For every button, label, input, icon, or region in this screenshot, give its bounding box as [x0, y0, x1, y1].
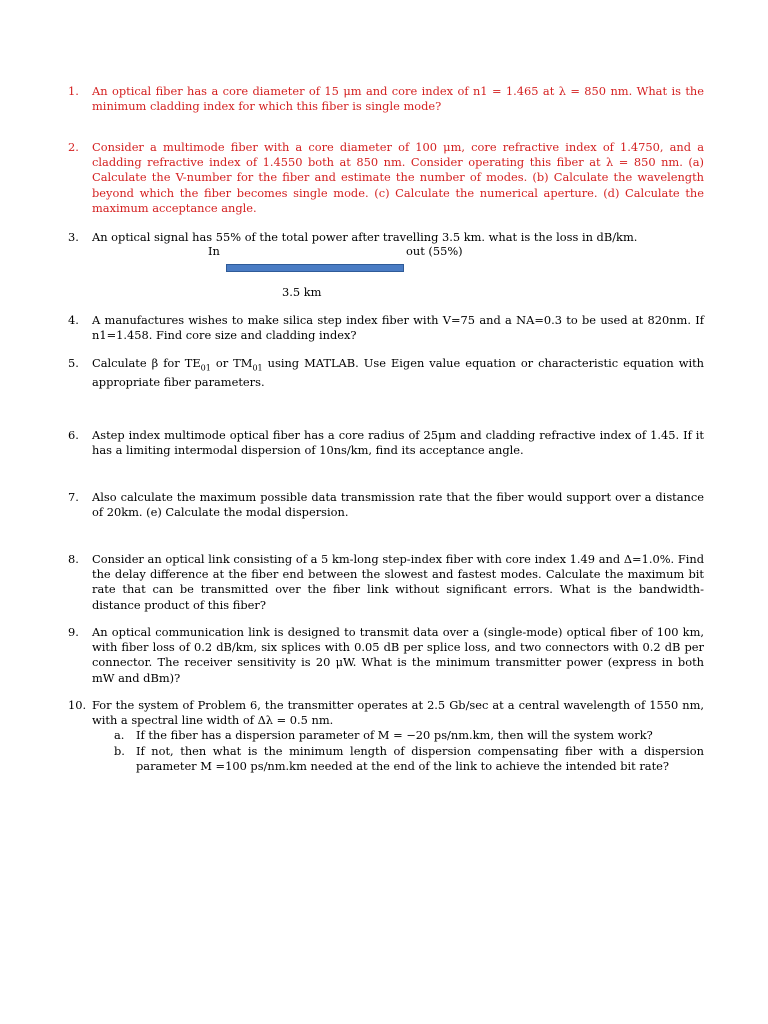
question-9	[68, 625, 704, 686]
diagram-input-label: In	[208, 244, 220, 258]
question-text: An optical signal has 55% of the total power after travelling 3.5 km. what is the loss in dB/km.	[92, 230, 638, 244]
question-number: 2.	[68, 140, 79, 154]
question-8	[68, 552, 704, 613]
sub-question-b	[92, 744, 704, 774]
question-text: Also calculate the maximum possible data transmission rate that the fiber would support over a distance of 20km. (e) Calculate the modal dispersion.	[92, 490, 704, 520]
question-text: Astep index multimode optical fiber has a core radius of 25μm and cladding refractive index of 1.45. If it has a limiting intermodal dispersion of 10ns/km, find its acceptance angle.	[92, 428, 704, 458]
question-7	[68, 490, 704, 520]
question-number: 8.	[68, 552, 79, 566]
sub-question-label: a.	[114, 728, 125, 743]
question-3	[68, 230, 704, 245]
question-number: 3.	[68, 230, 79, 244]
question-1	[68, 84, 704, 114]
question-10	[68, 698, 704, 774]
question-number: 4.	[68, 313, 79, 327]
sub-question-a	[92, 728, 704, 743]
sub-question-text: If not, then what is the minimum length of dispersion compensating fiber with a dispersion parameter M =100 ps/nm.km needed at the end of the link to achieve the intended bit rate?	[136, 743, 704, 773]
question-number: 1.	[68, 84, 79, 98]
question-6	[68, 428, 704, 458]
question-text: A manufactures wishes to make silica step index fiber with V=75 and a NA=0.3 to be used at 820nm. If n1=1.458. Find core size and cladding index?	[92, 313, 704, 343]
question-4	[68, 313, 704, 343]
question-number: 6.	[68, 428, 79, 442]
sub-question-text: If the fiber has a dispersion parameter of M = −20 ps/nm.km, then will the system work?	[136, 728, 653, 743]
sub-question-label: b.	[114, 743, 125, 758]
question-number: 9.	[68, 625, 79, 639]
question-text: For the system of Problem 6, the transmitter operates at 2.5 Gb/sec at a central wavelength of 1550 nm, with a spectral line width of Δλ = 0.5 nm.	[92, 698, 704, 728]
question-text: An optical fiber has a core diameter of 15 μm and core index of n1 = 1.465 at λ = 850 nm. What is the minimum cladding index for which this fiber is single mode?	[92, 84, 704, 114]
question-text: Consider a multimode fiber with a core diameter of 100 μm, core refractive index of 1.4750, and a cladding refractive index of 1.4550 both at 850 nm. Consider operating this fiber at λ = 850 nm. (a) Calculate the V-number for the fiber and estimate the number of modes. (b) Calculate the wavelength beyond which the fiber becomes single mode. (c) Calculate the numerical aperture. (d) Calculate the maximum acceptance angle.	[92, 140, 704, 215]
question-text: Calculate β for $TE_{01}$ or $TM_{01}$ using MATLAB. Use Eigen value equation or characteristic equation with appropriate fiber parameters.	[92, 356, 705, 390]
question-text: An optical communication link is designed to transmit data over a (single-mode) optical fiber of 100 km, with fiber loss of 0.2 dB/km, six splices with 0.05 dB per splice loss, and two connectors with 0.2 dB per connector. The receiver sensitivity is 20 μW. What is the minimum transmitter power (express in both mW and dBm)?	[92, 625, 704, 685]
question-number: 7.	[68, 490, 79, 504]
question-text: Consider an optical link consisting of a 5 km-long step-index fiber with core index 1.49 and Δ=1.0%. Find the delay difference at the fiber end between the slowest and fastest modes. Calculate the maximum bit rate that can be transmitted over the fiber link without significant errors. What is the bandwidth-distance product of this fiber?	[92, 552, 704, 612]
question-2	[68, 140, 704, 216]
question-number: 5.	[68, 356, 79, 370]
question-5	[68, 356, 704, 391]
diagram-length-label: 3.5 km	[282, 285, 322, 299]
fiber-bar	[226, 264, 404, 272]
question-number: 10.	[68, 698, 87, 712]
diagram-output-label: out (55%)	[406, 244, 463, 258]
